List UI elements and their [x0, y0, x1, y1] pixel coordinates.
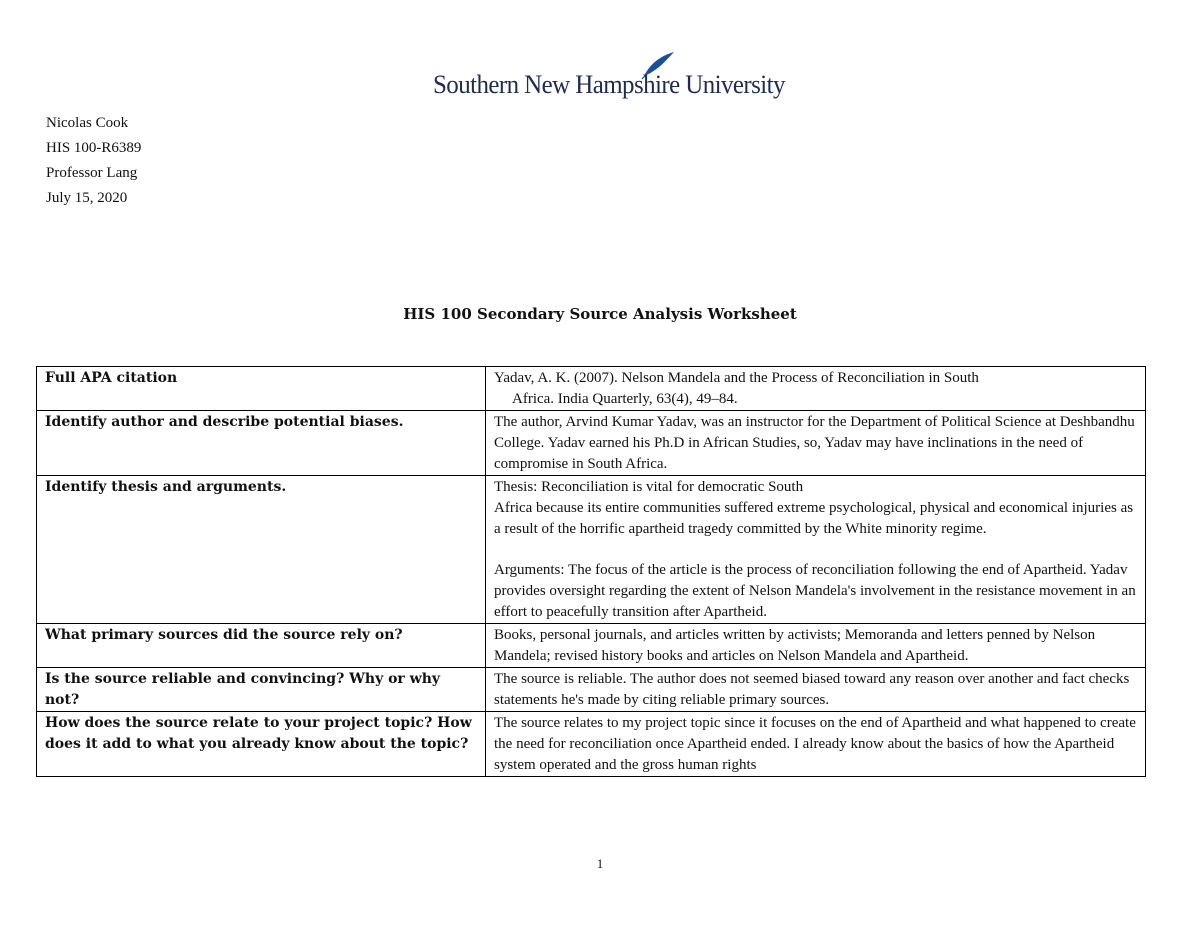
- table-row: [37, 712, 1146, 777]
- arguments-text: Arguments: The focus of the article is the process of reconciliation following the end of Apartheid. Yadav provides oversight regarding the extent of Nelson Mandela's involvement in the resistance movement in an effort to peacefully transition after Apartheid.: [494, 562, 1136, 620]
- thesis-rest: Africa because its entire communities suffered extreme psychological, physical and economical injuries as a result of the horrific apartheid tragedy committed by the White minority regime.: [494, 500, 1134, 537]
- university-logo: [430, 50, 785, 110]
- row-answer: [486, 476, 1146, 624]
- row-answer: The source relates to my project topic since it focuses on the end of Apartheid and what happened to create the need for reconciliation once Apartheid ended. I already know about the basics of how the Apartheid system operated and the gross human rights: [486, 712, 1146, 777]
- submission-date: July 15, 2020: [46, 190, 128, 206]
- table-row: [37, 624, 1146, 668]
- row-answer: [486, 367, 1146, 411]
- student-header: [46, 111, 141, 211]
- citation-line-1: Yadav, A. K. (2007). Nelson Mandela and the Process of Reconciliation in South: [494, 370, 979, 386]
- table-row: [37, 367, 1146, 411]
- course-code: HIS 100-R6389: [46, 140, 142, 156]
- table-row: [37, 476, 1146, 624]
- citation-line-2: Africa. India Quarterly, 63(4), 49–84.: [512, 391, 738, 407]
- row-answer: Books, personal journals, and articles written by activists; Memoranda and letters penned by Nelson Mandela; revised history books and articles on Nelson Mandela and Apartheid.: [486, 624, 1146, 668]
- row-question: How does the source relate to your project topic? How does it add to what you already know about the topic?: [37, 712, 486, 777]
- thesis-line-1: Thesis: Reconciliation is vital for democratic South: [494, 479, 804, 495]
- table-row: [37, 411, 1146, 476]
- paragraph-gap: [494, 540, 1137, 560]
- row-question: Identify thesis and arguments.: [37, 476, 486, 624]
- page-number: 1: [596, 856, 604, 871]
- analysis-table: [36, 366, 1146, 777]
- logo-text: Southern New Hampshire University: [433, 70, 785, 99]
- table-row: [37, 668, 1146, 712]
- worksheet-title: HIS 100 Secondary Source Analysis Worksheet: [403, 305, 797, 323]
- row-question: Identify author and describe potential biases.: [37, 411, 486, 476]
- row-answer: The author, Arvind Kumar Yadav, was an instructor for the Department of Political Science at Deshbandhu College. Yadav earned his Ph.D in African Studies, so, Yadav may have inclinations in the need of compromise in South Africa.: [486, 411, 1146, 476]
- professor-name: Professor Lang: [46, 165, 138, 181]
- row-question: What primary sources did the source rely on?: [37, 624, 486, 668]
- row-answer: The source is reliable. The author does not seemed biased toward any reason over another and fact checks statements he's made by citing reliable primary sources.: [486, 668, 1146, 712]
- student-name: Nicolas Cook: [46, 115, 129, 131]
- row-question: Full APA citation: [37, 367, 486, 411]
- row-question: Is the source reliable and convincing? Why or why not?: [37, 668, 486, 712]
